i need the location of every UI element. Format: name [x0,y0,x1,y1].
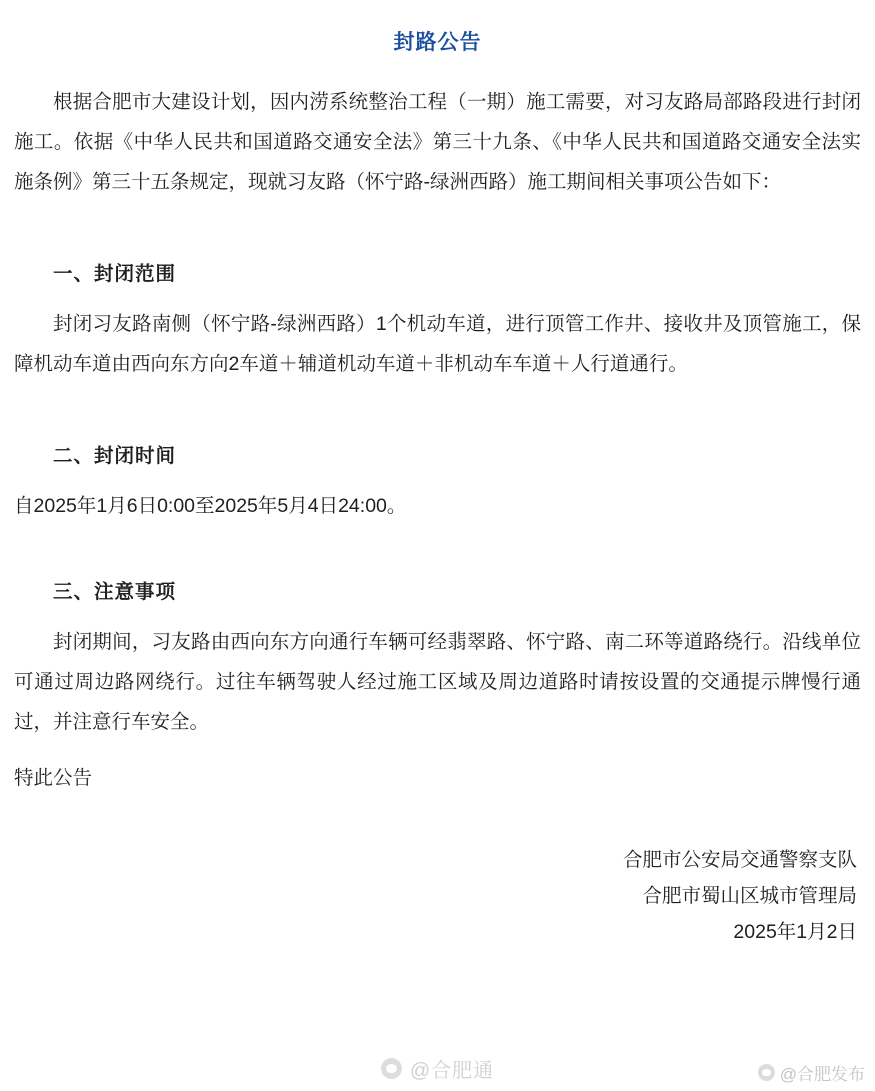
spacer [14,526,861,546]
spacer [14,208,861,228]
section-body-scope: 封闭习友路南侧（怀宁路-绿洲西路）1个机动车道，进行顶管工作井、接收井及顶管施工，保障机动车道由西向东方向2车道＋辅道机动车道＋非机动车车道＋人行道通行。 [14,313,861,375]
spacer [14,748,861,758]
weibo-logo-icon [758,1064,775,1081]
spacer [14,390,861,410]
section-body-time: 自2025年1月6日0:00至2025年5月4日24:00。 [14,495,407,517]
watermark-corner-label: @合肥发布 [779,1065,865,1084]
watermark-center-label: @合肥通 [409,1060,495,1082]
section-body-notes: 封闭期间，习友路由西向东方向通行车辆可经翡翠路、怀宁路、南二环等道路绕行。沿线单位可通过周边路网绕行。过往车辆驾驶人经过施工区域及周边道路时请按设置的交通提示牌慢行通过，并注意行车安全。 [14,631,861,733]
section-heading-notes: 三、注意事项 [53,581,177,603]
weibo-logo-icon [381,1058,402,1079]
signoff-line-2: 合肥市蜀山区城市管理局 [642,885,857,907]
signoff-line-1: 合肥市公安局交通警察支队 [622,849,857,871]
section-heading-time: 二、封闭时间 [53,445,177,467]
signoff-date: 2025年1月2日 [733,921,857,943]
signoff-block [14,842,861,950]
page-title: 封路公告 [393,31,482,54]
watermark-center [0,1054,875,1083]
closing-line: 特此公告 [14,767,93,789]
section-heading-scope: 一、封闭范围 [53,263,177,285]
watermark-corner [758,1060,865,1085]
intro-paragraph: 根据合肥市大建设计划，因内涝系统整治工程（一期）施工需要，对习友路局部路段进行封闭施工。依据《中华人民共和国道路交通安全法》第三十九条、《中华人民共和国道路交通安全法实施条例》第三十五条规定，现就习友路（怀宁路-绿洲西路）施工期间相关事项公告如下： [14,91,861,193]
